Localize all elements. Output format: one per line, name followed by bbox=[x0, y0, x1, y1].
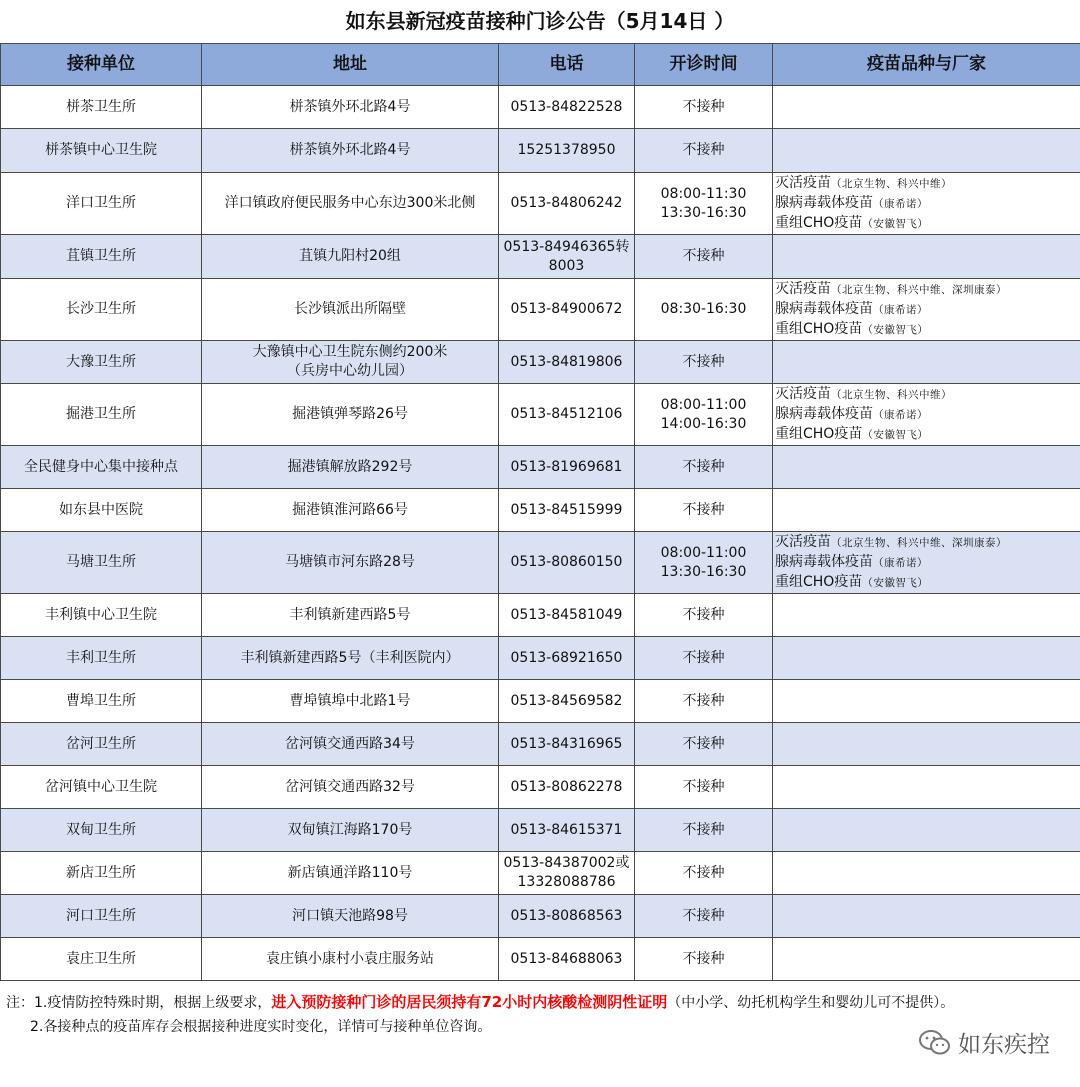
cell-hours bbox=[635, 766, 773, 809]
cell-hours bbox=[635, 446, 773, 489]
cell-vaccines bbox=[773, 279, 1080, 341]
table-body bbox=[1, 86, 1080, 981]
cell-hours-line: 13:30-16:30 bbox=[660, 204, 747, 221]
vaccine-name: 腺病毒载体疫苗 bbox=[775, 405, 873, 422]
vaccine-line bbox=[775, 405, 1078, 425]
note-2: 2.各接种点的疫苗库存会根据接种进度实时变化，详情可与接种单位咨询。 bbox=[30, 1019, 492, 1035]
cell-phone-line: 15251378950 bbox=[517, 142, 616, 158]
cell-address-line: （兵房中心幼儿园） bbox=[287, 363, 413, 379]
vaccine-name: 重组CHO疫苗 bbox=[775, 214, 863, 231]
cell-unit-line: 栟茶卫生所 bbox=[66, 98, 136, 115]
table-row bbox=[1, 680, 1080, 723]
cell-address-line: 河口镇天池路98号 bbox=[292, 907, 408, 924]
vaccine-line bbox=[775, 425, 1078, 445]
cell-hours-line: 不接种 bbox=[682, 692, 725, 709]
header-phone: 电话 bbox=[499, 44, 635, 86]
cell-hours bbox=[635, 129, 773, 173]
cell-address bbox=[202, 86, 499, 129]
cell-vaccines bbox=[773, 938, 1080, 981]
cell-hours-line: 不接种 bbox=[682, 142, 725, 158]
page-title: 如东县新冠疫苗接种门诊公告（5月14日 ） bbox=[345, 9, 735, 33]
cell-address-line: 袁庄镇小康村小袁庄服务站 bbox=[266, 950, 434, 967]
cell-phone-line: 0513-84946365转 bbox=[503, 238, 630, 255]
cell-hours-line: 不接种 bbox=[682, 98, 725, 115]
cell-hours-line: 不接种 bbox=[682, 248, 725, 264]
cell-unit-line: 长沙卫生所 bbox=[66, 301, 136, 317]
cell-address-line: 洋口镇政府便民服务中心东边300米北侧 bbox=[224, 195, 476, 211]
header-vaccines: 疫苗品种与厂家 bbox=[773, 44, 1080, 86]
cell-unit bbox=[1, 446, 202, 489]
cell-address bbox=[202, 173, 499, 235]
cell-hours bbox=[635, 809, 773, 852]
cell-address-line: 曹埠镇埠中北路1号 bbox=[289, 692, 411, 709]
cell-unit bbox=[1, 532, 202, 594]
cell-unit bbox=[1, 384, 202, 446]
table-row bbox=[1, 852, 1080, 895]
cell-phone bbox=[499, 723, 635, 766]
cell-hours bbox=[635, 723, 773, 766]
cell-hours bbox=[635, 852, 773, 895]
cell-address bbox=[202, 594, 499, 637]
cell-vaccines bbox=[773, 766, 1080, 809]
cell-address-line: 岔河镇交通西路32号 bbox=[285, 778, 415, 795]
table-row bbox=[1, 173, 1080, 235]
cell-hours bbox=[635, 895, 773, 938]
cell-vaccines bbox=[773, 489, 1080, 532]
cell-unit bbox=[1, 341, 202, 384]
cell-unit-line: 大豫卫生所 bbox=[66, 353, 136, 370]
cell-hours-line: 不接种 bbox=[682, 821, 725, 838]
cell-hours-line: 不接种 bbox=[682, 353, 725, 370]
cell-phone bbox=[499, 532, 635, 594]
cell-unit bbox=[1, 723, 202, 766]
cell-phone-line: 13328088786 bbox=[517, 874, 616, 890]
cell-phone-line: 0513-84615371 bbox=[510, 821, 623, 838]
cell-vaccines bbox=[773, 446, 1080, 489]
cell-address bbox=[202, 489, 499, 532]
cell-phone bbox=[499, 341, 635, 384]
vaccine-name: 腺病毒载体疫苗 bbox=[775, 194, 873, 211]
table-row bbox=[1, 637, 1080, 680]
cell-hours bbox=[635, 594, 773, 637]
vaccine-line bbox=[775, 385, 1078, 405]
wechat-icon bbox=[918, 1029, 952, 1057]
cell-phone bbox=[499, 129, 635, 173]
vaccine-maker: （康希诺） bbox=[873, 197, 928, 210]
table-row bbox=[1, 809, 1080, 852]
vaccine-maker: （北京生物、科兴中维） bbox=[831, 388, 952, 401]
cell-hours-line: 08:30-16:30 bbox=[660, 301, 747, 317]
cell-phone bbox=[499, 489, 635, 532]
vaccine-maker: （北京生物、科兴中维、深圳康泰） bbox=[831, 536, 1007, 549]
cell-phone bbox=[499, 173, 635, 235]
watermark-text: 如东疾控 bbox=[958, 1032, 1050, 1058]
vaccine-name: 灭活疫苗 bbox=[775, 174, 831, 191]
vaccine-line bbox=[775, 194, 1078, 214]
cell-vaccines bbox=[773, 173, 1080, 235]
cell-hours-line: 不接种 bbox=[682, 458, 725, 475]
vaccine-line bbox=[775, 174, 1078, 194]
cell-hours-line: 不接种 bbox=[682, 950, 725, 967]
cell-hours bbox=[635, 938, 773, 981]
cell-unit bbox=[1, 235, 202, 279]
table-row bbox=[1, 235, 1080, 279]
cell-phone-line: 0513-84822528 bbox=[510, 98, 623, 115]
cell-vaccines bbox=[773, 809, 1080, 852]
cell-address bbox=[202, 766, 499, 809]
header-hours: 开诊时间 bbox=[635, 44, 773, 86]
cell-unit bbox=[1, 173, 202, 235]
cell-unit bbox=[1, 766, 202, 809]
cell-address-line: 掘港镇解放路292号 bbox=[287, 458, 413, 475]
note-1-suffix: （中小学、幼托机构学生和婴幼儿可不提供）。 bbox=[667, 995, 955, 1011]
cell-address bbox=[202, 341, 499, 384]
cell-address-line: 新店镇通洋路110号 bbox=[287, 864, 413, 881]
cell-vaccines bbox=[773, 680, 1080, 723]
cell-phone bbox=[499, 86, 635, 129]
vaccine-maker: （安徽智飞） bbox=[862, 323, 929, 336]
cell-unit-line: 双甸卫生所 bbox=[66, 821, 136, 838]
cell-unit bbox=[1, 809, 202, 852]
cell-unit-line: 丰利镇中心卫生院 bbox=[45, 606, 157, 623]
note-1-prefix: 注：1.疫情防控特殊时期，根据上级要求， bbox=[6, 995, 272, 1011]
table-row bbox=[1, 279, 1080, 341]
cell-hours-line: 不接种 bbox=[682, 864, 725, 881]
vaccine-name: 腺病毒载体疫苗 bbox=[775, 553, 873, 570]
vaccine-maker: （北京生物、科兴中维） bbox=[831, 177, 952, 190]
vaccine-line bbox=[775, 533, 1078, 553]
cell-hours bbox=[635, 637, 773, 680]
vaccine-name: 腺病毒载体疫苗 bbox=[775, 300, 873, 317]
vaccine-line bbox=[775, 553, 1078, 573]
cell-unit-line: 河口卫生所 bbox=[66, 907, 136, 924]
cell-unit-line: 新店卫生所 bbox=[66, 864, 136, 881]
cell-unit-line: 洋口卫生所 bbox=[66, 195, 136, 211]
cell-unit bbox=[1, 86, 202, 129]
cell-address bbox=[202, 895, 499, 938]
header-address: 地址 bbox=[202, 44, 499, 86]
cell-phone bbox=[499, 637, 635, 680]
vaccine-line bbox=[775, 300, 1078, 320]
cell-address-line: 栟茶镇外环北路4号 bbox=[289, 142, 411, 158]
vaccine-maker: （安徽智飞） bbox=[862, 217, 929, 230]
clinic-table bbox=[0, 43, 1080, 981]
cell-phone-line: 0513-84512106 bbox=[510, 406, 623, 422]
cell-phone-line: 0513-68921650 bbox=[510, 649, 623, 666]
cell-address-line: 长沙镇派出所隔壁 bbox=[294, 301, 406, 317]
vaccine-maker: （康希诺） bbox=[873, 556, 928, 569]
cell-unit bbox=[1, 489, 202, 532]
cell-hours-line: 08:00-11:00 bbox=[660, 396, 747, 413]
cell-hours bbox=[635, 489, 773, 532]
cell-phone-line: 0513-84806242 bbox=[510, 195, 623, 211]
cell-hours-line: 不接种 bbox=[682, 778, 725, 795]
cell-phone bbox=[499, 938, 635, 981]
cell-phone bbox=[499, 594, 635, 637]
cell-address bbox=[202, 637, 499, 680]
cell-phone-line: 0513-80862278 bbox=[510, 778, 623, 795]
cell-phone bbox=[499, 852, 635, 895]
watermark bbox=[918, 1026, 1050, 1059]
cell-hours-line: 不接种 bbox=[682, 649, 725, 666]
cell-address-line: 栟茶镇外环北路4号 bbox=[289, 98, 411, 115]
cell-address-line: 掘港镇弹琴路26号 bbox=[292, 406, 408, 422]
cell-unit bbox=[1, 852, 202, 895]
cell-address-line: 苴镇九阳村20组 bbox=[299, 248, 401, 264]
cell-address bbox=[202, 446, 499, 489]
cell-phone bbox=[499, 680, 635, 723]
cell-unit bbox=[1, 279, 202, 341]
cell-address bbox=[202, 809, 499, 852]
cell-phone-line: 0513-84316965 bbox=[510, 735, 623, 752]
cell-hours-line: 08:00-11:00 bbox=[660, 544, 747, 561]
cell-address-line: 马塘镇市河东路28号 bbox=[285, 554, 415, 570]
vaccine-maker: （康希诺） bbox=[873, 408, 928, 421]
cell-vaccines bbox=[773, 341, 1080, 384]
cell-hours bbox=[635, 235, 773, 279]
cell-phone bbox=[499, 446, 635, 489]
table-row bbox=[1, 129, 1080, 173]
note-1-highlight: 进入预防接种门诊的居民须持有72小时内核酸检测阴性证明 bbox=[271, 993, 668, 1011]
table-row bbox=[1, 766, 1080, 809]
cell-phone bbox=[499, 895, 635, 938]
cell-address bbox=[202, 279, 499, 341]
cell-address bbox=[202, 129, 499, 173]
table-row bbox=[1, 938, 1080, 981]
vaccine-line bbox=[775, 214, 1078, 234]
vaccine-name: 重组CHO疫苗 bbox=[775, 425, 863, 442]
vaccine-name: 灭活疫苗 bbox=[775, 385, 831, 402]
cell-address-line: 岔河镇交通西路34号 bbox=[285, 735, 415, 752]
cell-address bbox=[202, 852, 499, 895]
cell-phone bbox=[499, 235, 635, 279]
cell-hours bbox=[635, 532, 773, 594]
cell-unit bbox=[1, 680, 202, 723]
vaccine-name: 重组CHO疫苗 bbox=[775, 573, 863, 590]
table-row bbox=[1, 446, 1080, 489]
note-1 bbox=[6, 990, 954, 1015]
vaccine-maker: （安徽智飞） bbox=[862, 428, 929, 441]
cell-address-line: 大豫镇中心卫生院东侧约200米 bbox=[252, 344, 448, 360]
table-row bbox=[1, 384, 1080, 446]
cell-unit bbox=[1, 637, 202, 680]
cell-phone-line: 0513-80868563 bbox=[510, 907, 623, 924]
cell-phone-line: 8003 bbox=[548, 257, 585, 274]
cell-hours bbox=[635, 173, 773, 235]
cell-unit-line: 掘港卫生所 bbox=[66, 406, 136, 422]
cell-hours-line: 不接种 bbox=[682, 735, 725, 752]
cell-phone-line: 0513-80860150 bbox=[510, 554, 623, 570]
cell-phone-line: 0513-84569582 bbox=[510, 692, 623, 709]
table-row bbox=[1, 532, 1080, 594]
cell-hours bbox=[635, 86, 773, 129]
vaccine-name: 灭活疫苗 bbox=[775, 280, 831, 297]
cell-phone bbox=[499, 279, 635, 341]
table-row bbox=[1, 895, 1080, 938]
cell-hours-line: 14:00-16:30 bbox=[660, 415, 747, 432]
cell-vaccines bbox=[773, 594, 1080, 637]
cell-phone bbox=[499, 384, 635, 446]
cell-vaccines bbox=[773, 384, 1080, 446]
cell-unit bbox=[1, 895, 202, 938]
cell-phone-line: 0513-84688063 bbox=[510, 950, 623, 967]
cell-unit bbox=[1, 594, 202, 637]
cell-unit-line: 曹埠卫生所 bbox=[66, 692, 136, 709]
cell-hours bbox=[635, 680, 773, 723]
cell-vaccines bbox=[773, 895, 1080, 938]
vaccine-name: 灭活疫苗 bbox=[775, 533, 831, 550]
cell-unit-line: 岔河卫生所 bbox=[66, 735, 136, 752]
table-row bbox=[1, 594, 1080, 637]
cell-unit bbox=[1, 938, 202, 981]
cell-phone bbox=[499, 766, 635, 809]
cell-unit-line: 马塘卫生所 bbox=[66, 554, 136, 570]
vaccine-line bbox=[775, 573, 1078, 593]
cell-address bbox=[202, 384, 499, 446]
cell-address bbox=[202, 938, 499, 981]
table-row bbox=[1, 489, 1080, 532]
table-row bbox=[1, 86, 1080, 129]
table-row bbox=[1, 341, 1080, 384]
cell-vaccines bbox=[773, 637, 1080, 680]
cell-unit-line: 丰利卫生所 bbox=[66, 649, 136, 666]
vaccine-name: 重组CHO疫苗 bbox=[775, 320, 863, 337]
cell-unit-line: 如东县中医院 bbox=[59, 501, 143, 518]
cell-unit-line: 岔河镇中心卫生院 bbox=[45, 778, 157, 795]
cell-hours bbox=[635, 341, 773, 384]
cell-vaccines bbox=[773, 723, 1080, 766]
vaccine-maker: （安徽智飞） bbox=[862, 576, 929, 589]
header-unit: 接种单位 bbox=[1, 44, 202, 86]
cell-unit bbox=[1, 129, 202, 173]
cell-hours-line: 不接种 bbox=[682, 907, 725, 924]
cell-hours bbox=[635, 279, 773, 341]
cell-vaccines bbox=[773, 86, 1080, 129]
cell-unit-line: 袁庄卫生所 bbox=[66, 950, 136, 967]
cell-address-line: 双甸镇江海路170号 bbox=[287, 821, 413, 838]
cell-phone-line: 0513-81969681 bbox=[510, 458, 623, 475]
cell-address bbox=[202, 680, 499, 723]
cell-vaccines bbox=[773, 852, 1080, 895]
cell-phone-line: 0513-84581049 bbox=[510, 606, 623, 623]
notes bbox=[6, 990, 954, 1039]
vaccine-line bbox=[775, 280, 1078, 300]
vaccine-line bbox=[775, 320, 1078, 340]
cell-phone-line: 0513-84900672 bbox=[510, 301, 623, 317]
cell-hours bbox=[635, 384, 773, 446]
cell-address bbox=[202, 235, 499, 279]
cell-hours-line: 08:00-11:30 bbox=[660, 185, 747, 202]
cell-phone-line: 0513-84819806 bbox=[510, 353, 623, 370]
cell-address-line: 丰利镇新建西路5号（丰利医院内） bbox=[240, 649, 460, 666]
vaccine-maker: （康希诺） bbox=[873, 303, 928, 316]
vaccine-maker: （北京生物、科兴中维、深圳康泰） bbox=[831, 283, 1007, 296]
cell-address-line: 丰利镇新建西路5号 bbox=[289, 606, 411, 623]
cell-phone-line: 0513-84515999 bbox=[510, 501, 623, 518]
table-header-row bbox=[1, 44, 1080, 86]
cell-address bbox=[202, 723, 499, 766]
cell-unit-line: 栟茶镇中心卫生院 bbox=[45, 142, 157, 158]
cell-address bbox=[202, 532, 499, 594]
cell-unit-line: 全民健身中心集中接种点 bbox=[24, 458, 178, 475]
cell-hours-line: 不接种 bbox=[682, 501, 725, 518]
cell-hours-line: 不接种 bbox=[682, 606, 725, 623]
cell-unit-line: 苴镇卫生所 bbox=[66, 248, 136, 264]
cell-phone bbox=[499, 809, 635, 852]
table-row bbox=[1, 723, 1080, 766]
cell-hours-line: 13:30-16:30 bbox=[660, 563, 747, 580]
cell-address-line: 掘港镇淮河路66号 bbox=[292, 501, 408, 518]
cell-vaccines bbox=[773, 235, 1080, 279]
cell-vaccines bbox=[773, 532, 1080, 594]
cell-phone-line: 0513-84387002或 bbox=[503, 855, 630, 871]
cell-vaccines bbox=[773, 129, 1080, 173]
